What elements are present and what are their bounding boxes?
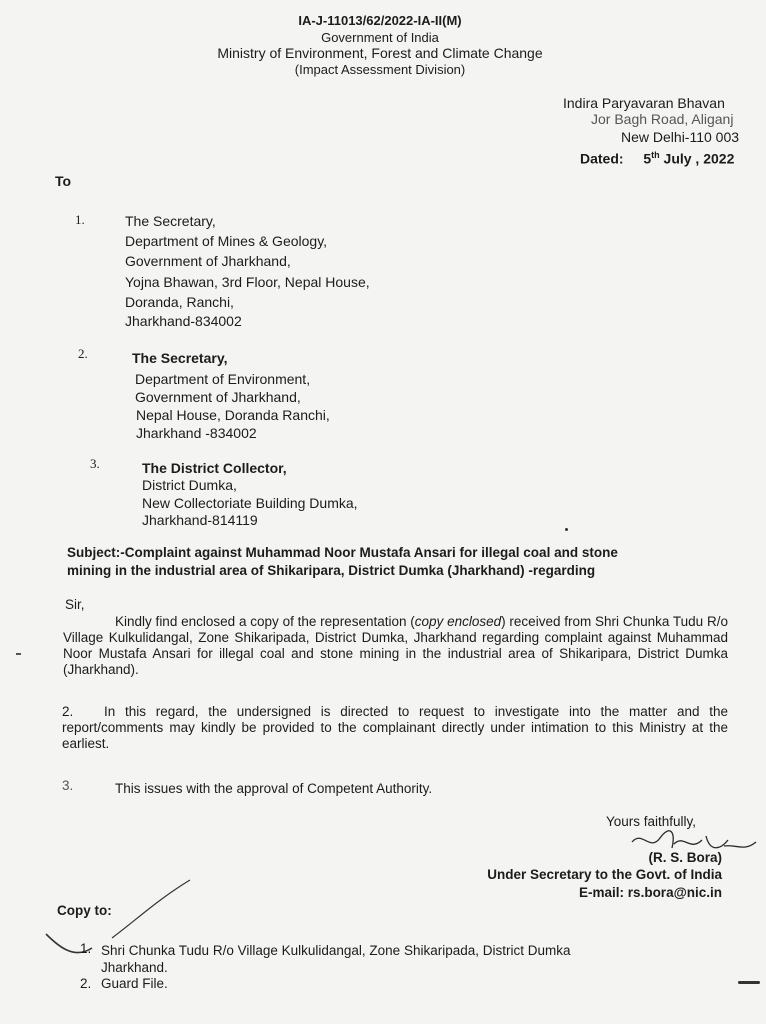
subject-line2: mining in the industrial area of Shikaripara, District Dumka (Jharkhand) -regarding bbox=[67, 563, 596, 578]
signatory-name: (R. S. Bora) bbox=[648, 850, 722, 865]
dated-suffix: th bbox=[651, 150, 660, 160]
dated-label: Dated: bbox=[580, 150, 624, 167]
file-number: IA-J-11013/62/2022-IA-II(M) bbox=[298, 13, 462, 28]
subject-line1: Subject:-Complaint against Muhammad Noor Mustafa Ansari for illegal coal and stone bbox=[67, 545, 618, 560]
ministry-line: Ministry of Environment, Forest and Climate Change bbox=[217, 45, 543, 61]
margin-mark bbox=[16, 653, 21, 655]
sender-address-line3: New Delhi-110 003 bbox=[621, 129, 740, 145]
recipient-2-line: Nepal House, Doranda Ranchi, bbox=[136, 407, 330, 423]
copy-to-1-line1: Shri Chunka Tudu R/o Village Kulkulidangal, Zone Shikaripada, District Dumka bbox=[101, 943, 571, 958]
division-line: (Impact Assessment Division) bbox=[294, 62, 466, 77]
recipient-2-line: Jharkhand -834002 bbox=[136, 425, 257, 441]
copy-to-2-number: 2. bbox=[80, 976, 92, 991]
margin-mark bbox=[738, 981, 760, 984]
recipient-1-line: Jharkhand-834002 bbox=[125, 313, 242, 329]
recipient-1-line: Department of Mines & Geology, bbox=[125, 233, 328, 249]
signatory-designation: Under Secretary to the Govt. of India bbox=[487, 867, 722, 882]
date-line bbox=[580, 147, 734, 168]
sender-address-line2: Jor Bagh Road, Aliganj bbox=[591, 111, 734, 127]
recipient-3-line: New Collectoriate Building Dumka, bbox=[142, 495, 358, 511]
paragraph-2-number: 2. bbox=[62, 704, 74, 719]
paragraph-3-number: 3. bbox=[62, 778, 74, 793]
recipient-2-number: 2. bbox=[78, 346, 88, 361]
copy-to-1-number: 1. bbox=[80, 941, 92, 956]
dated-rest: July , 2022 bbox=[663, 150, 735, 167]
recipient-1-line: The Secretary, bbox=[125, 213, 216, 229]
signatory-email: E-mail: rs.bora@nic.in bbox=[579, 885, 722, 900]
recipient-3-line: District Dumka, bbox=[142, 477, 237, 493]
recipient-1-line: Doranda, Ranchi, bbox=[125, 294, 234, 310]
recipient-3-line: The District Collector, bbox=[142, 460, 287, 476]
paragraph-1-part2: ) received from Shri Chunka Tudu R/o Village Kulkulidangal, Zone Shikaripada, District Dumka, Jharkhand regarding complaint against Muhammad Noor Mustafa Ansari for illegal coal and stone mining in the industrial area of Shikaripara, District Dumka (Jharkhand). bbox=[63, 614, 728, 677]
closing: Yours faithfully, bbox=[606, 814, 697, 829]
recipient-2-line: Government of Jharkhand, bbox=[135, 389, 301, 405]
recipient-2-line: The Secretary, bbox=[132, 350, 228, 366]
recipient-3-line: Jharkhand-814119 bbox=[142, 512, 258, 528]
recipient-1-number: 1. bbox=[75, 212, 85, 227]
government-line: Government of India bbox=[321, 30, 439, 45]
paragraph-2: In this regard, the undersigned is directed to request to investigate into the matter and the report/comments may kindly be provided to the complainant directly under intimation to this Ministry at the earliest. bbox=[62, 704, 728, 751]
paragraph-1-part1: Kindly find enclosed a copy of the representation ( bbox=[115, 614, 415, 629]
to-label: To bbox=[55, 173, 72, 189]
paragraph-1-italic: copy enclosed bbox=[414, 614, 502, 629]
margin-mark bbox=[565, 528, 568, 531]
dated-day: 5 bbox=[643, 150, 652, 167]
salutation: Sir, bbox=[65, 597, 85, 612]
recipient-1-line: Yojna Bhawan, 3rd Floor, Nepal House, bbox=[125, 274, 370, 290]
paragraph-1 bbox=[63, 614, 728, 678]
recipient-2-line: Department of Environment, bbox=[135, 371, 311, 387]
copy-to-2-line1: Guard File. bbox=[101, 976, 168, 991]
copy-to-1-line2: Jharkhand. bbox=[101, 960, 168, 975]
paragraph-3: This issues with the approval of Competent Authority. bbox=[115, 781, 433, 796]
sender-address-line1: Indira Paryavaran Bhavan bbox=[563, 95, 725, 111]
recipient-3-number: 3. bbox=[90, 456, 100, 471]
recipient-1-line: Government of Jharkhand, bbox=[125, 253, 291, 269]
copy-to-label: Copy to: bbox=[57, 903, 112, 918]
